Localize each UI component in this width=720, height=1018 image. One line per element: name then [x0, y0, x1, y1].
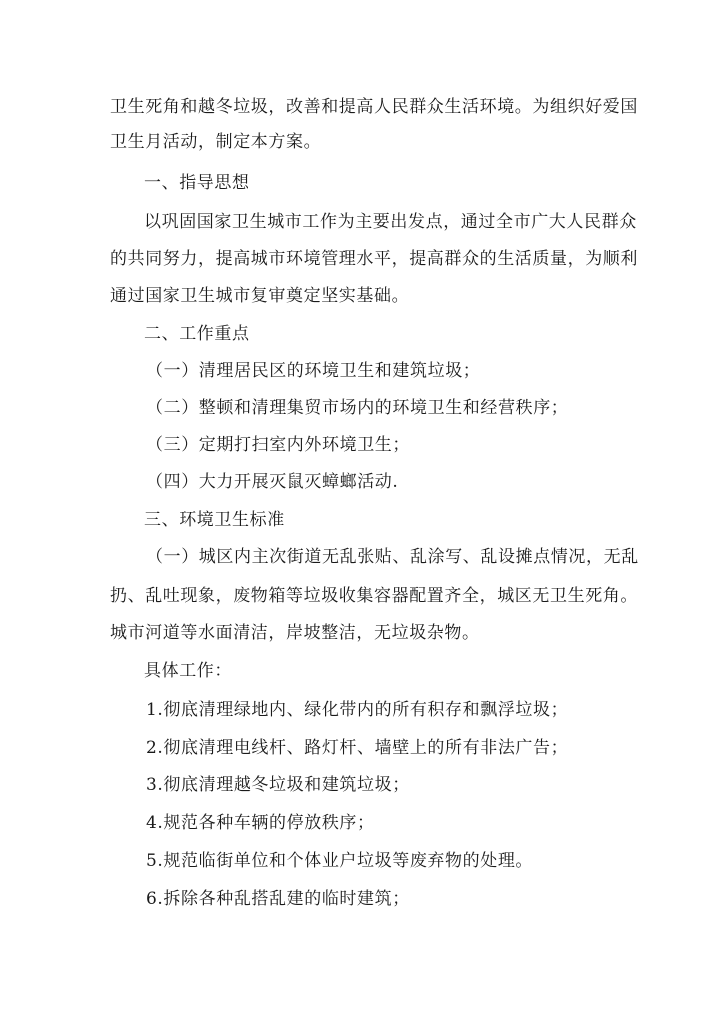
- list-item: 3.彻底清理越冬垃圾和建筑垃圾；: [146, 775, 410, 795]
- list-item: 1.彻底清理绿地内、绿化带内的所有积存和飘浮垃圾；: [146, 700, 569, 720]
- list-item: 5.规范临街单位和个体业户垃圾等废弃物的处理。: [146, 851, 534, 871]
- subheading: 具体工作：: [144, 661, 232, 681]
- list-item: 6.拆除各种乱搭乱建的临时建筑；: [146, 889, 410, 909]
- section-heading: 三、环境卫生标准: [144, 510, 285, 530]
- paragraph-line: 卫生死角和越冬垃圾，改善和提高人民群众生活环境。为组织好爱国: [110, 97, 638, 117]
- paragraph-line: （一）城区内主次街道无乱张贴、乱涂写、乱设摊点情况，无乱: [146, 547, 639, 567]
- paragraph-line: 卫生月活动，制定本方案。: [110, 132, 322, 152]
- section-heading: 一、指导思想: [144, 173, 250, 193]
- list-item: （三）定期打扫室内外环境卫生；: [146, 435, 410, 455]
- paragraph-line: 城市河道等水面清洁，岸坡整洁，无垃圾杂物。: [110, 623, 480, 643]
- list-item: （四）大力开展灭鼠灭蟑螂活动.: [146, 472, 399, 492]
- paragraph-line: 扔、乱吐现象，废物箱等垃圾收集容器配置齐全，城区无卫生死角。: [110, 586, 638, 606]
- paragraph-line: 的共同努力，提高城市环境管理水平，提高群众的生活质量，为顺利: [110, 249, 638, 269]
- paragraph-line: 通过国家卫生城市复审奠定坚实基础。: [110, 286, 410, 306]
- list-item: 4.规范各种车辆的停放秩序；: [146, 813, 375, 833]
- paragraph-line: 以巩固国家卫生城市工作为主要出发点，通过全市广大人民群众: [144, 212, 637, 232]
- list-item: （二）整顿和清理集贸市场内的环境卫生和经营秩序；: [146, 398, 569, 418]
- list-item: 2.彻底清理电线杆、路灯杆、墙壁上的所有非法广告；: [146, 738, 569, 758]
- list-item: （一）清理居民区的环境卫生和建筑垃圾；: [146, 361, 481, 381]
- section-heading: 二、工作重点: [144, 324, 250, 344]
